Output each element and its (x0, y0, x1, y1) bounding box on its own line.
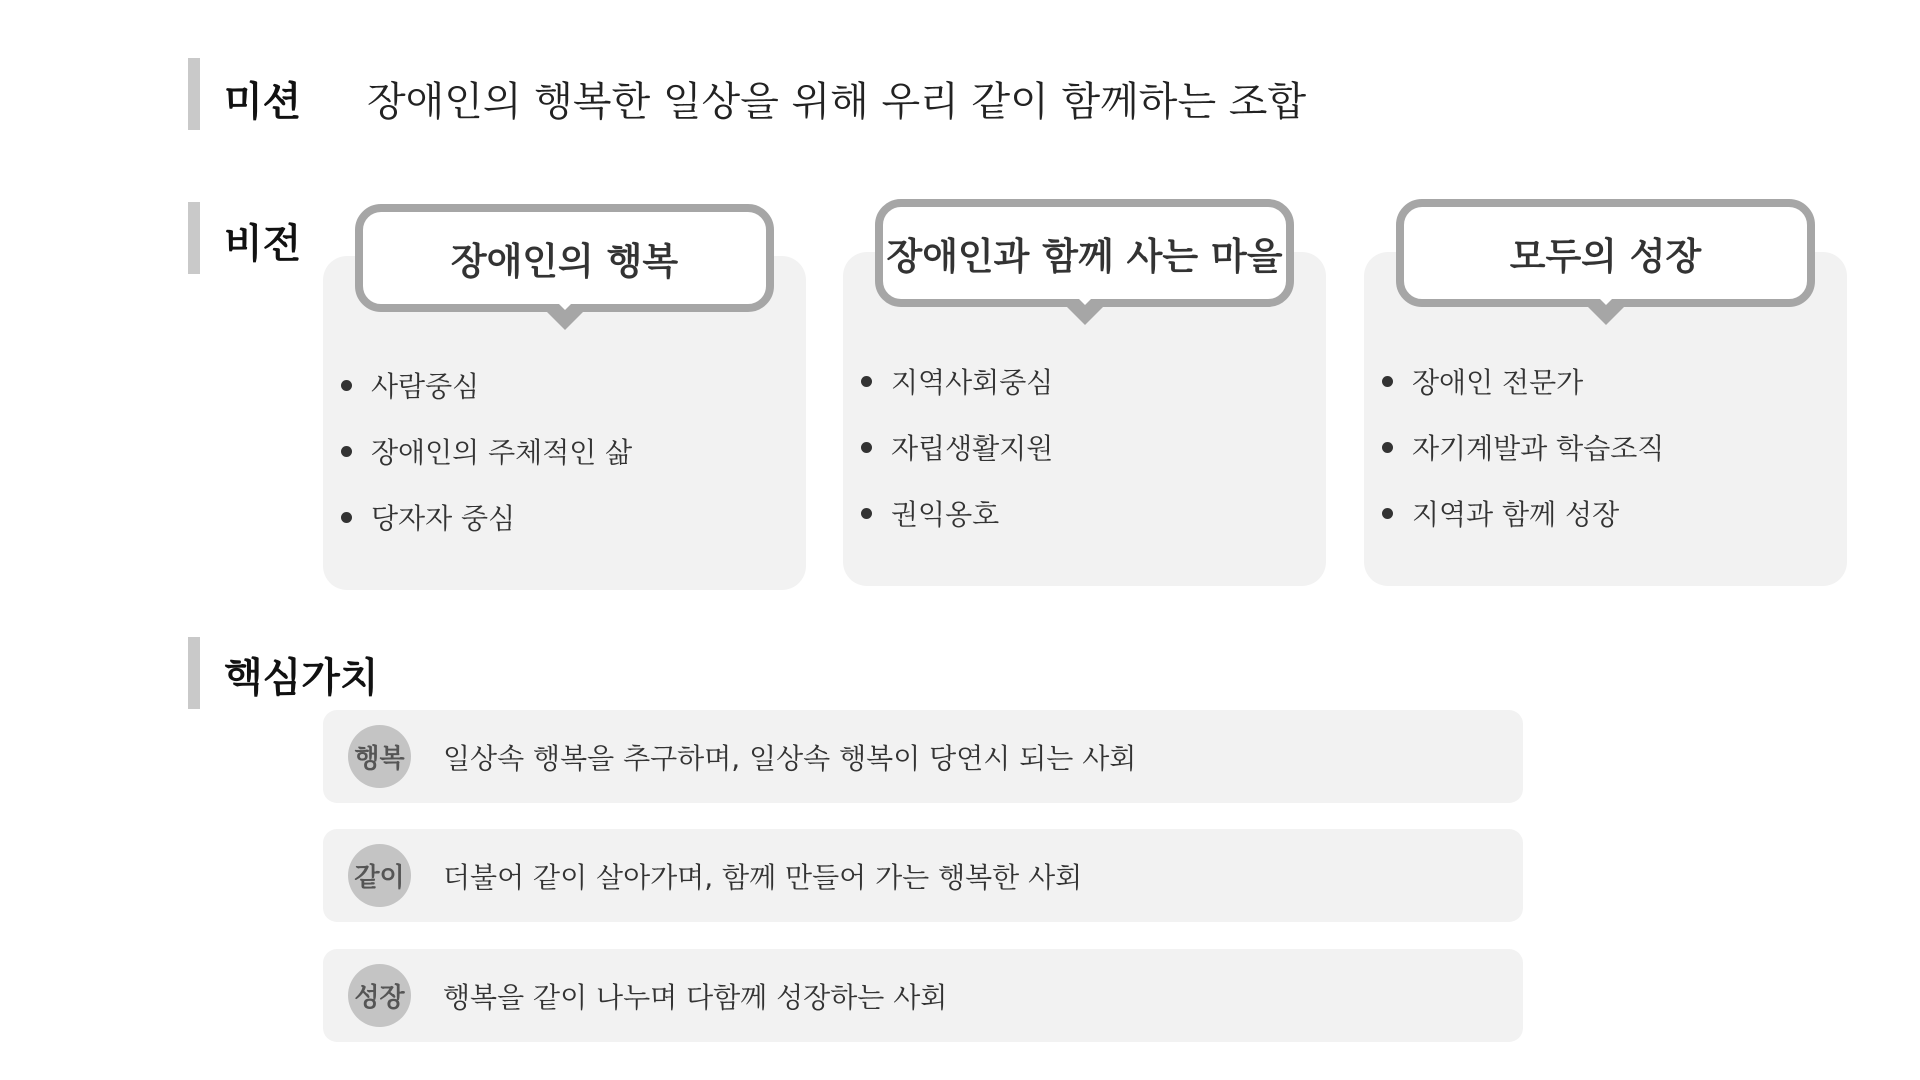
core-value-badge: 같이 (348, 844, 411, 907)
core-value-text: 일상속 행복을 추구하며, 일상속 행복이 당연시 되는 사회 (443, 741, 1137, 775)
bullet-icon (861, 508, 872, 519)
list-item (861, 480, 1053, 546)
list-item-label: 권익옹호 (891, 498, 1000, 531)
bullet-icon (861, 442, 872, 453)
mission-statement: 장애인의 행복한 일상을 위해 우리 같이 함께하는 조합 (367, 79, 1307, 125)
core-value-row (323, 710, 1523, 803)
list-item-label: 당자자 중심 (371, 502, 516, 535)
core-value-badge: 성장 (348, 964, 411, 1027)
core-value-badge: 행복 (348, 725, 411, 788)
list-item-label: 지역사회중심 (891, 366, 1054, 399)
core-value-row (323, 949, 1523, 1042)
list-item-label: 장애인 전문가 (1412, 366, 1584, 399)
speech-tail-icon (543, 308, 587, 330)
list-item (1382, 348, 1664, 414)
mission-section-bar (188, 58, 200, 130)
speech-bubble (1396, 199, 1815, 307)
mission-title: 미션 (224, 79, 302, 125)
core-value-row (323, 829, 1523, 922)
bullet-icon (1382, 508, 1393, 519)
speech-tail-icon (1584, 303, 1628, 325)
list-item-label: 자립생활지원 (891, 432, 1054, 465)
bullet-icon (341, 446, 352, 457)
vision-card-list (341, 352, 632, 550)
vision-title: 비전 (224, 221, 302, 267)
vision-card-title: 장애인과 함께 사는 마을 (886, 235, 1283, 278)
vision-card-list (1382, 348, 1664, 546)
bullet-icon (1382, 442, 1393, 453)
list-item (341, 352, 632, 418)
vision-card-list (861, 348, 1053, 546)
bullet-icon (341, 512, 352, 523)
speech-bubble (355, 204, 774, 312)
list-item-label: 사람중심 (371, 370, 480, 403)
speech-bubble (875, 199, 1294, 307)
list-item-label: 지역과 함께 성장 (1412, 498, 1620, 531)
list-item (341, 484, 632, 550)
bullet-icon (861, 376, 872, 387)
core-value-text: 행복을 같이 나누며 다함께 성장하는 사회 (443, 980, 948, 1014)
list-item-label: 자기계발과 학습조직 (1412, 432, 1665, 465)
list-item (341, 418, 632, 484)
core-values-section-bar (188, 637, 200, 709)
list-item (861, 414, 1053, 480)
bullet-icon (341, 380, 352, 391)
list-item-label: 장애인의 주체적인 삶 (371, 436, 633, 469)
bullet-icon (1382, 376, 1393, 387)
list-item (1382, 480, 1664, 546)
list-item (861, 348, 1053, 414)
vision-section-bar (188, 202, 200, 274)
vision-card-title: 장애인의 행복 (450, 240, 679, 283)
speech-tail-icon (1063, 303, 1107, 325)
list-item (1382, 414, 1664, 480)
core-values-title: 핵심가치 (224, 655, 379, 701)
vision-card-title: 모두의 성장 (1509, 235, 1702, 278)
core-value-text: 더불어 같이 살아가며, 함께 만들어 가는 행복한 사회 (443, 860, 1083, 894)
